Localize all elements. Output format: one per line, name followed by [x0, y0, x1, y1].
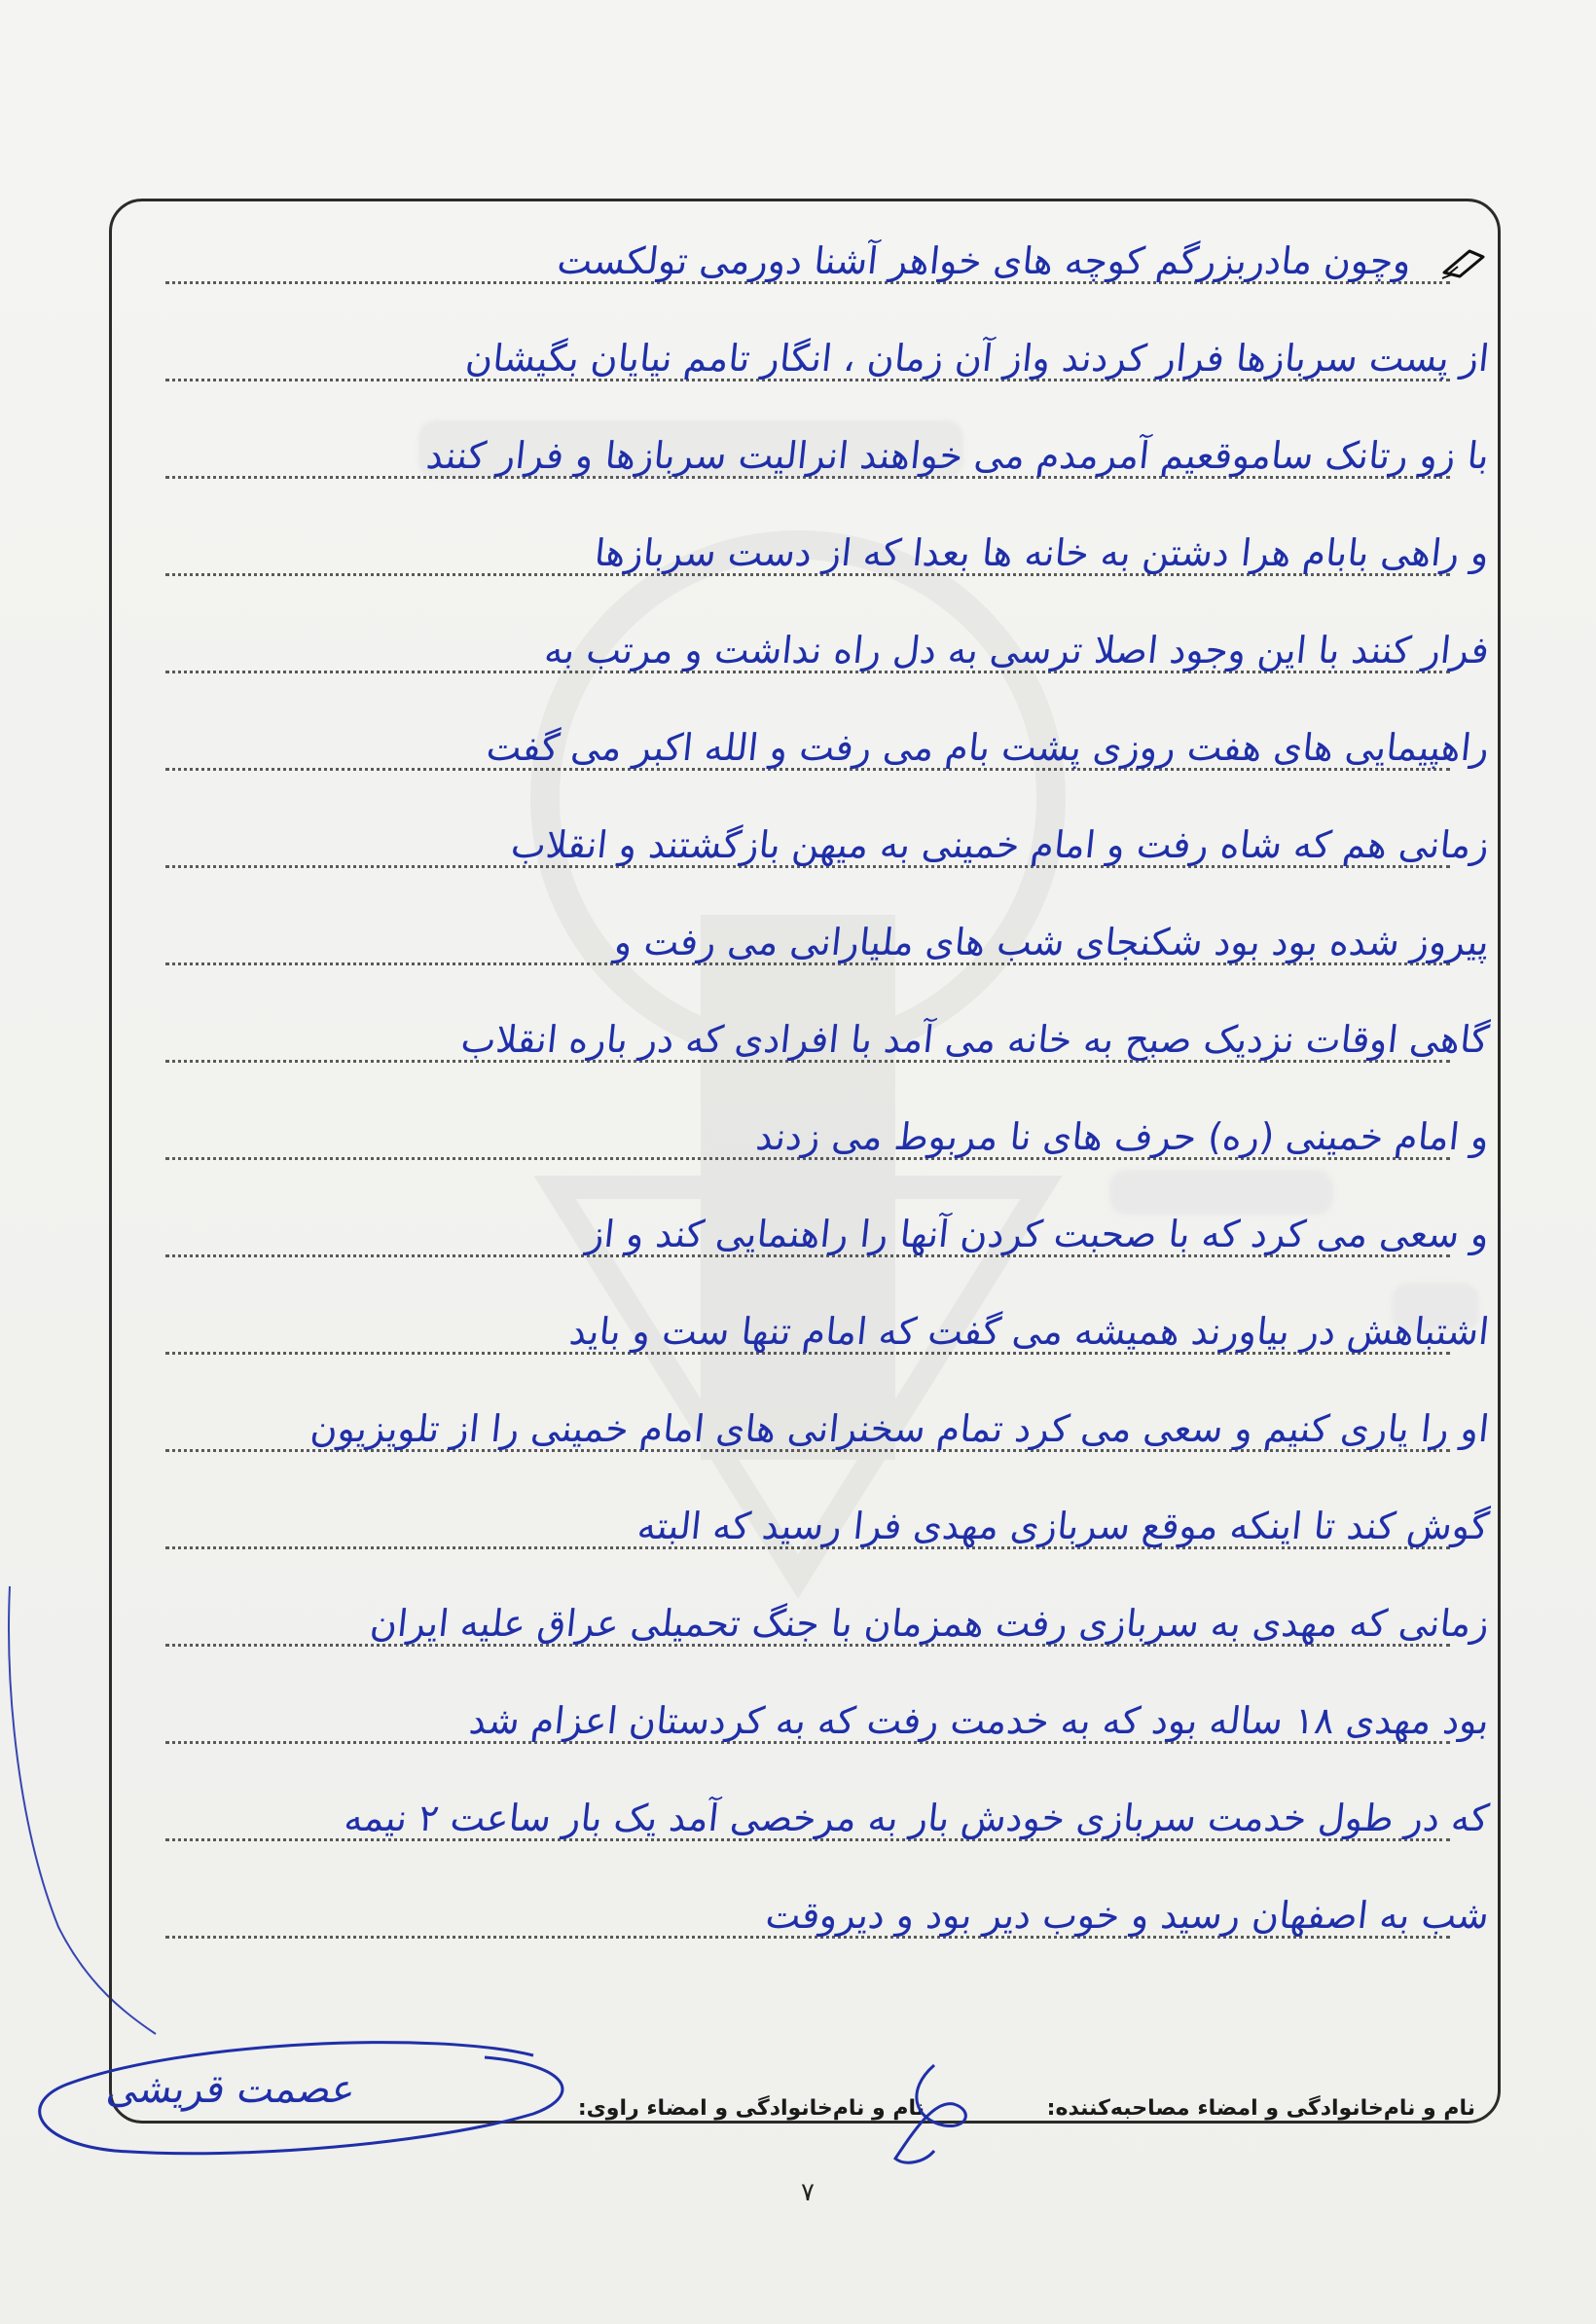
- text-line: که در طول خدمت سربازی خودش بار به مرخصی آمد یک بار ساعت ۲ نیمه: [146, 1761, 1489, 1859]
- text-line: بود مهدی ۱۸ ساله بود که به خدمت رفت که به کردستان اعزام شد: [146, 1664, 1489, 1761]
- text-line: از پست سربازها فرار کردند واز آن زمان ، انگار تامم نیایان بگیشان: [146, 302, 1489, 399]
- text-line: پیروز شده بود بود شکنجای شب های ملیارانی می رفت و: [146, 886, 1489, 983]
- text-line: فرار کنند با این وجود اصلا ترسی به دل راه نداشت و مرتب به: [146, 594, 1489, 691]
- text-line: اشتباهش در بیاورند همیشه می گفت که امام تنها ست و باید: [146, 1275, 1489, 1372]
- text-line: راهپیمایی های هفت روزی پشت بام می رفت و الله اکبر می گفت: [146, 691, 1489, 788]
- text-line: و امام خمینی (ره) حرف های نا مربوط می زدند: [146, 1080, 1489, 1178]
- handwritten-body: [146, 214, 1492, 1956]
- text-line: زمانی هم که شاه رفت و امام خمینی به میهن بازگشتند و انقلاب: [146, 788, 1489, 886]
- interviewer-signature: [876, 2061, 993, 2168]
- text-line: گاهی اوقات نزدیک صبح به خانه می آمد با افرادی که در باره انقلاب: [146, 983, 1489, 1080]
- page-number: ۷: [801, 2178, 815, 2207]
- text-line: زمانی که مهدی به سربازی رفت همزمان با جنگ تحمیلی عراق علیه ایران: [146, 1567, 1489, 1664]
- text-line: او را یاری کنیم و سعی می کرد تمام سخنرانی های امام خمینی را از تلویزیون: [146, 1372, 1489, 1470]
- text-line: وچون مادربزرگم کوچه های خواهر آشنا دورمی تولکست: [146, 214, 1489, 302]
- text-line: گوش کند تا اینکه موقع سربازی مهدی فرا رسید که البته: [146, 1470, 1489, 1567]
- text-line: شب به اصفهان رسید و خوب دیر بود و دیروقت: [146, 1859, 1489, 1956]
- text-line: و راهی بابام هرا دشتن به خانه ها بعدا که از دست سربازها: [146, 496, 1489, 594]
- narrator-signature-label: نام و نام‌خانوادگی و امضاء راوی:: [577, 2096, 925, 2121]
- interviewer-signature-label: نام و نام‌خانوادگی و امضاء مصاحبه‌کننده:: [1046, 2096, 1475, 2121]
- narrator-name: عصمت قریشی: [103, 2067, 359, 2112]
- text-line: با زو رتانک ساموقعیم آمرمدم می خواهند انرالیت سربازها و فرار کنند: [146, 399, 1489, 496]
- text-line: و سعی می کرد که با صحبت کردن آنها را راهنمایی کند و از: [146, 1178, 1489, 1275]
